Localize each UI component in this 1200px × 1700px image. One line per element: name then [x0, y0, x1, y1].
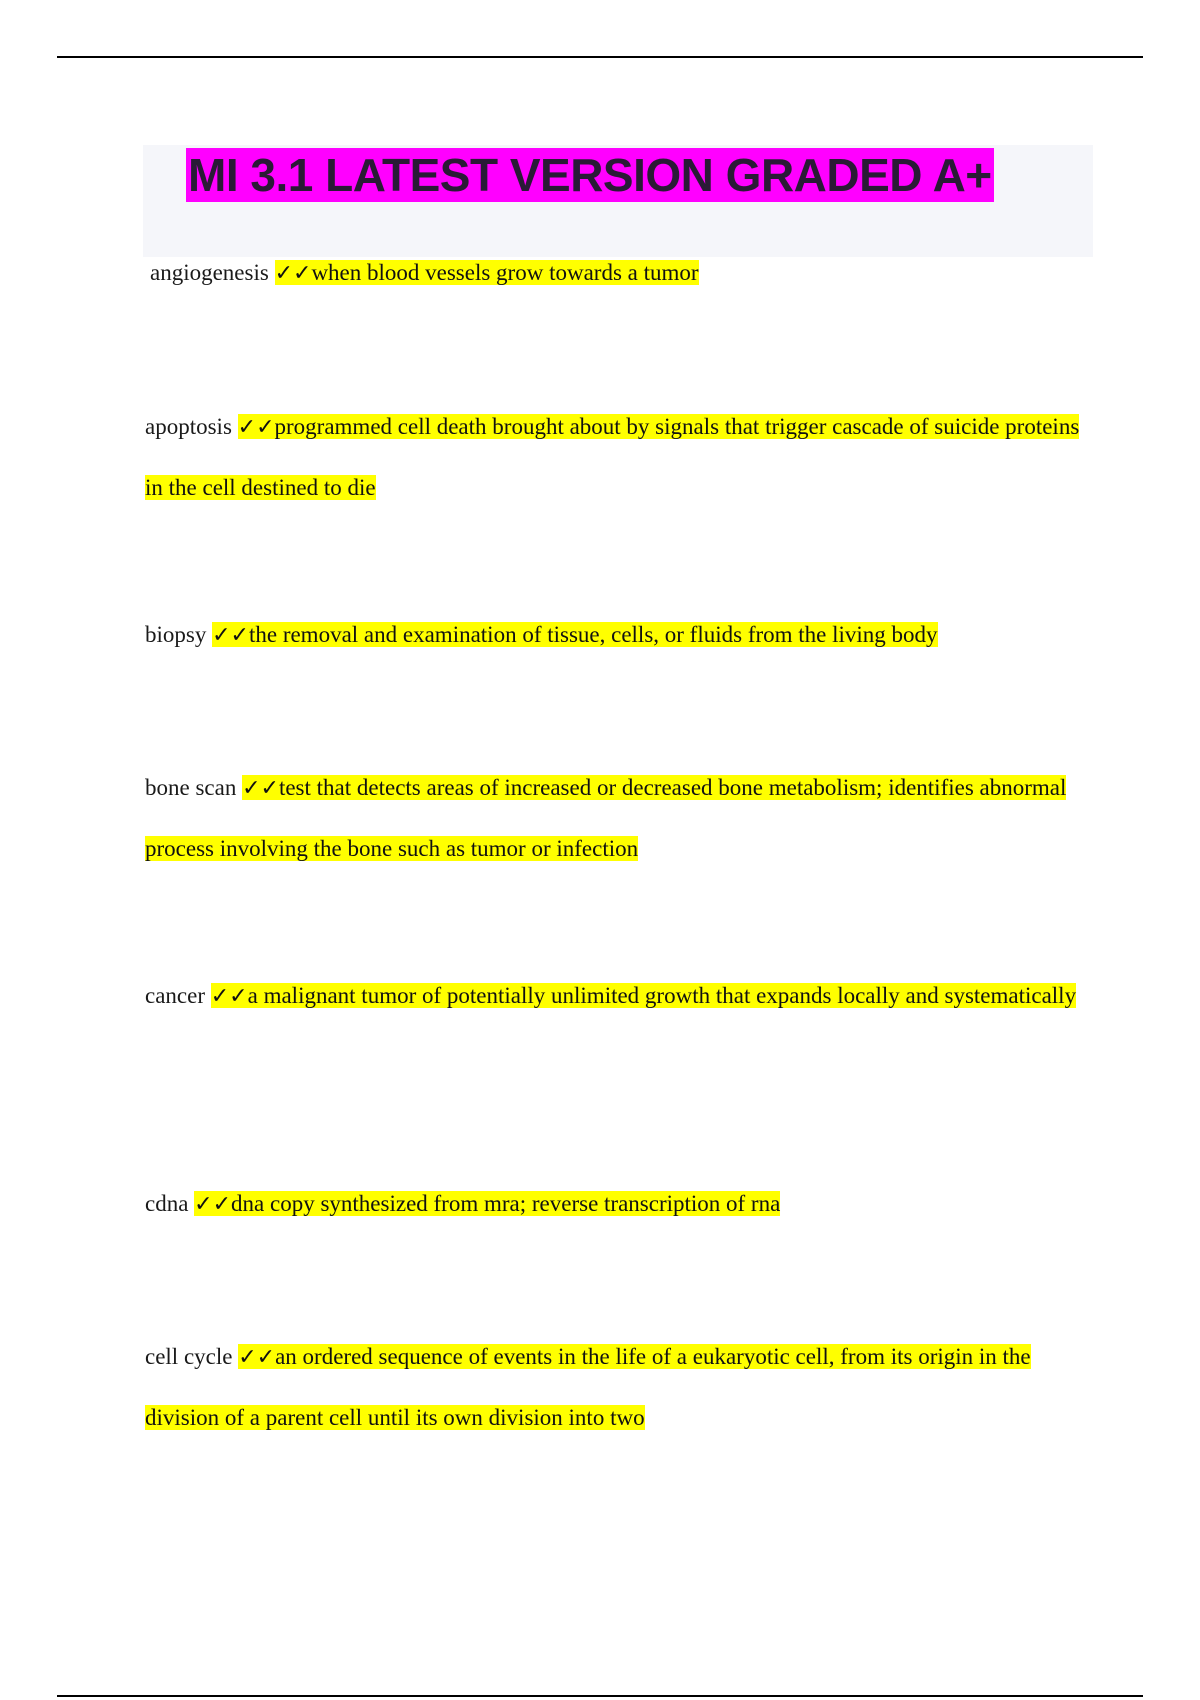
- entry-cancer: [145, 966, 1085, 1027]
- entry-bone-scan: [145, 758, 1085, 879]
- double-check-icon: ✓✓: [242, 776, 279, 801]
- entry-cell-cycle: [145, 1327, 1085, 1448]
- entry-definition: dna copy synthesized from mra; reverse transcription of rna: [231, 1191, 781, 1216]
- entry-definition-highlight: [145, 414, 1079, 500]
- entry-term: apoptosis: [145, 414, 232, 439]
- double-check-icon: ✓✓: [238, 1345, 276, 1370]
- entry-biopsy: [145, 605, 1085, 666]
- entry-definition: a malignant tumor of potentially unlimited growth that expands locally and systematically: [247, 983, 1077, 1008]
- entry-term: cdna: [145, 1191, 189, 1216]
- entry-definition: test that detects areas of increased or decreased bone metabolism; identifies abnormal process involving the bone such as tumor or infection: [145, 775, 1067, 861]
- entry-definition: an ordered sequence of events in the life of a eukaryotic cell, from its origin in the division of a parent cell until its own division into two: [145, 1344, 1031, 1430]
- entry-term: biopsy: [145, 622, 207, 647]
- top-rule: [57, 56, 1143, 58]
- entry-definition-highlight: [212, 622, 937, 647]
- double-check-icon: ✓✓: [237, 415, 275, 440]
- bottom-rule: [57, 1695, 1143, 1697]
- entry-definition: programmed cell death brought about by signals that trigger cascade of suicide proteins in the cell destined to die: [145, 414, 1080, 500]
- entry-term: cancer: [145, 983, 205, 1008]
- entry-definition: the removal and examination of tissue, cells, or fluids from the living body: [248, 622, 938, 647]
- entry-term: cell cycle: [145, 1344, 233, 1369]
- entry-definition-highlight: [145, 1344, 1031, 1430]
- entry-definition-highlight: [211, 983, 1076, 1008]
- entry-definition-highlight: [194, 1191, 780, 1216]
- double-check-icon: ✓✓: [212, 623, 249, 648]
- document-title: MI 3.1 LATEST VERSION GRADED A+: [188, 149, 992, 201]
- entry-apoptosis: [145, 397, 1085, 518]
- double-check-icon: ✓✓: [210, 984, 248, 1009]
- double-check-icon: ✓✓: [194, 1192, 232, 1217]
- entry-cdna: [145, 1174, 1085, 1235]
- entry-angiogenesis: [150, 243, 1090, 304]
- entry-definition-highlight: [145, 775, 1066, 861]
- entry-term: bone scan: [145, 775, 237, 800]
- entry-definition-highlight: [275, 260, 699, 285]
- entry-term: angiogenesis: [150, 260, 269, 285]
- entry-definition: when blood vessels grow towards a tumor: [311, 260, 699, 285]
- double-check-icon: ✓✓: [274, 261, 312, 286]
